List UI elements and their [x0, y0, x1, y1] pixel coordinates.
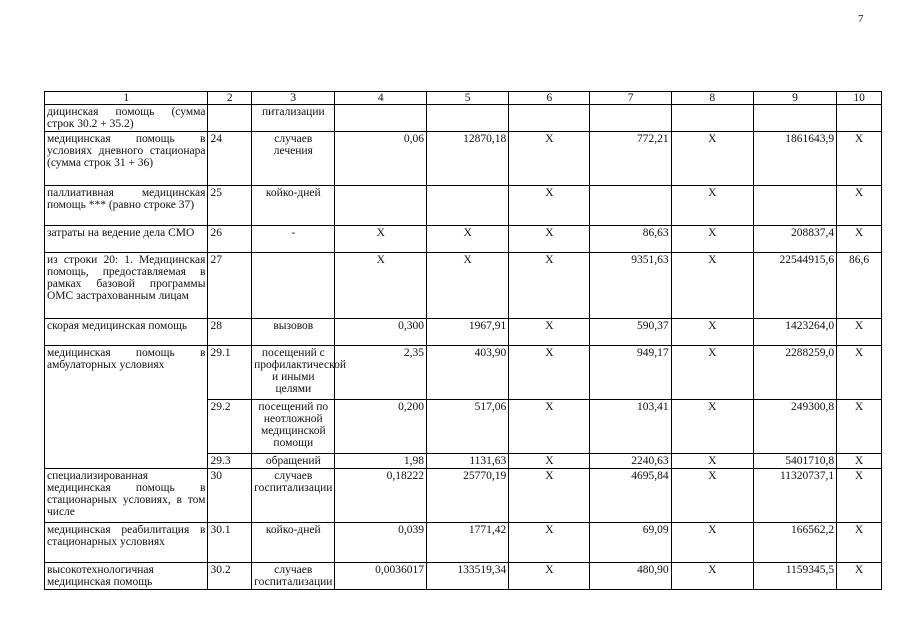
table-row — [45, 563, 882, 590]
value-cell — [509, 105, 590, 132]
value-cell — [335, 186, 427, 226]
value-cell: 1967,91 — [427, 319, 509, 346]
unit-cell — [252, 253, 335, 319]
value-cell: 25770,19 — [427, 469, 509, 523]
row-code: 29.1 — [208, 346, 252, 400]
value-cell: 0,200 — [335, 400, 427, 454]
value-cell: Х — [335, 253, 427, 319]
unit-cell: обращений — [252, 454, 335, 469]
row-code: 24 — [208, 132, 252, 186]
value-cell — [427, 105, 509, 132]
table-row — [45, 319, 882, 346]
table-row — [45, 186, 882, 226]
value-cell: Х — [837, 186, 882, 226]
header-cell: 2 — [208, 92, 252, 105]
row-code — [208, 105, 252, 132]
value-cell: 1771,42 — [427, 523, 509, 563]
data-table — [44, 91, 882, 590]
value-cell: Х — [837, 469, 882, 523]
table-row — [45, 226, 882, 253]
row-label: затраты на ведение дела СМО — [45, 226, 208, 253]
value-cell: Х — [671, 523, 753, 563]
value-cell: 11320737,1 — [753, 469, 836, 523]
row-label: медицинская помощь в условиях дневного стационара (сумма строк 31 + 36) — [45, 132, 208, 186]
value-cell: 166562,2 — [753, 523, 836, 563]
value-cell: Х — [509, 469, 590, 523]
value-cell: 517,06 — [427, 400, 509, 454]
unit-cell: вызовов — [252, 319, 335, 346]
row-code: 28 — [208, 319, 252, 346]
value-cell: 1,98 — [335, 454, 427, 469]
value-cell: 133519,34 — [427, 563, 509, 590]
value-cell: 4695,84 — [590, 469, 671, 523]
table-row — [45, 132, 882, 186]
value-cell: 0,300 — [335, 319, 427, 346]
row-code: 30 — [208, 469, 252, 523]
value-cell: Х — [509, 319, 590, 346]
value-cell: 86,63 — [590, 226, 671, 253]
value-cell: 949,17 — [590, 346, 671, 400]
value-cell: 12870,18 — [427, 132, 509, 186]
value-cell: Х — [427, 226, 509, 253]
value-cell: Х — [837, 454, 882, 469]
value-cell: Х — [671, 226, 753, 253]
value-cell: Х — [671, 346, 753, 400]
value-cell: Х — [335, 226, 427, 253]
row-label: специализированная медицинская помощь в стационарных условиях, в том числе — [45, 469, 208, 523]
unit-cell: питализации — [252, 105, 335, 132]
row-label: паллиативная медицинская помощь *** (равно строке 37) — [45, 186, 208, 226]
value-cell: 86,6 — [837, 253, 882, 319]
unit-cell: случаев лечения — [252, 132, 335, 186]
value-cell: 22544915,6 — [753, 253, 836, 319]
value-cell: Х — [671, 132, 753, 186]
value-cell: Х — [671, 469, 753, 523]
value-cell: Х — [671, 253, 753, 319]
header-cell: 8 — [671, 92, 753, 105]
value-cell: Х — [837, 226, 882, 253]
unit-cell: случаев госпитализации — [252, 469, 335, 523]
header-cell: 1 — [45, 92, 208, 105]
value-cell: 0,06 — [335, 132, 427, 186]
row-code: 29.2 — [208, 400, 252, 454]
value-cell: Х — [671, 454, 753, 469]
value-cell — [753, 186, 836, 226]
unit-cell: койко-дней — [252, 186, 335, 226]
value-cell: Х — [671, 319, 753, 346]
value-cell: Х — [509, 186, 590, 226]
header-cell: 6 — [509, 92, 590, 105]
value-cell: 103,41 — [590, 400, 671, 454]
row-label: высокотехнологичная медицинская помощь — [45, 563, 208, 590]
value-cell: 590,37 — [590, 319, 671, 346]
row-label: из строки 20: 1. Медицинская помощь, предоставляемая в рамках базовой программы ОМС застрахованным лицам — [45, 253, 208, 319]
value-cell: Х — [509, 253, 590, 319]
value-cell: Х — [837, 400, 882, 454]
table-row — [45, 105, 882, 132]
value-cell: 0,18222 — [335, 469, 427, 523]
value-cell: Х — [427, 253, 509, 319]
unit-cell: койко-дней — [252, 523, 335, 563]
value-cell: 9351,63 — [590, 253, 671, 319]
page-number: 7 — [858, 13, 864, 25]
value-cell: 2240,63 — [590, 454, 671, 469]
value-cell — [335, 105, 427, 132]
row-code: 30.2 — [208, 563, 252, 590]
value-cell: 5401710,8 — [753, 454, 836, 469]
value-cell: 208837,4 — [753, 226, 836, 253]
value-cell: 0,039 — [335, 523, 427, 563]
value-cell: 403,90 — [427, 346, 509, 400]
value-cell: Х — [671, 400, 753, 454]
value-cell — [837, 105, 882, 132]
table-header-row — [45, 92, 882, 105]
header-cell: 4 — [335, 92, 427, 105]
row-label: медицинская реабилитация в стационарных условиях — [45, 523, 208, 563]
value-cell: Х — [509, 563, 590, 590]
row-code: 29.3 — [208, 454, 252, 469]
value-cell — [590, 186, 671, 226]
value-cell: 2,35 — [335, 346, 427, 400]
value-cell — [671, 105, 753, 132]
row-label: дицинская помощь (сумма строк 30.2 + 35.2) — [45, 105, 208, 132]
value-cell: Х — [509, 346, 590, 400]
row-label: скорая медицинская помощь — [45, 319, 208, 346]
row-label: медицинская помощь в амбулаторных условиях — [45, 346, 208, 469]
value-cell: Х — [509, 523, 590, 563]
header-cell: 9 — [753, 92, 836, 105]
header-cell: 7 — [590, 92, 671, 105]
value-cell: 1131,63 — [427, 454, 509, 469]
value-cell: 772,21 — [590, 132, 671, 186]
unit-cell: - — [252, 226, 335, 253]
value-cell: Х — [671, 186, 753, 226]
value-cell: 480,90 — [590, 563, 671, 590]
value-cell — [427, 186, 509, 226]
value-cell: Х — [671, 563, 753, 590]
value-cell: Х — [509, 226, 590, 253]
value-cell: Х — [837, 319, 882, 346]
value-cell: Х — [837, 346, 882, 400]
row-code: 27 — [208, 253, 252, 319]
unit-cell: случаев госпитализации — [252, 563, 335, 590]
value-cell: Х — [509, 132, 590, 186]
value-cell: 1423264,0 — [753, 319, 836, 346]
value-cell: 2288259,0 — [753, 346, 836, 400]
table-row — [45, 346, 882, 400]
value-cell — [753, 105, 836, 132]
value-cell: Х — [837, 132, 882, 186]
table-row — [45, 253, 882, 319]
value-cell: 69,09 — [590, 523, 671, 563]
value-cell: Х — [837, 523, 882, 563]
row-code: 30.1 — [208, 523, 252, 563]
value-cell — [590, 105, 671, 132]
value-cell: 1861643,9 — [753, 132, 836, 186]
header-cell: 10 — [837, 92, 882, 105]
row-code: 25 — [208, 186, 252, 226]
unit-cell: посещений с профилактической и иными целями — [252, 346, 335, 400]
value-cell: 0,0036017 — [335, 563, 427, 590]
value-cell: Х — [509, 400, 590, 454]
row-code: 26 — [208, 226, 252, 253]
table-row — [45, 469, 882, 523]
unit-cell: посещений по неотложной медицинской помощи — [252, 400, 335, 454]
value-cell: Х — [509, 454, 590, 469]
value-cell: 1159345,5 — [753, 563, 836, 590]
value-cell: Х — [837, 563, 882, 590]
value-cell: 249300,8 — [753, 400, 836, 454]
header-cell: 3 — [252, 92, 335, 105]
table-row — [45, 523, 882, 563]
header-cell: 5 — [427, 92, 509, 105]
